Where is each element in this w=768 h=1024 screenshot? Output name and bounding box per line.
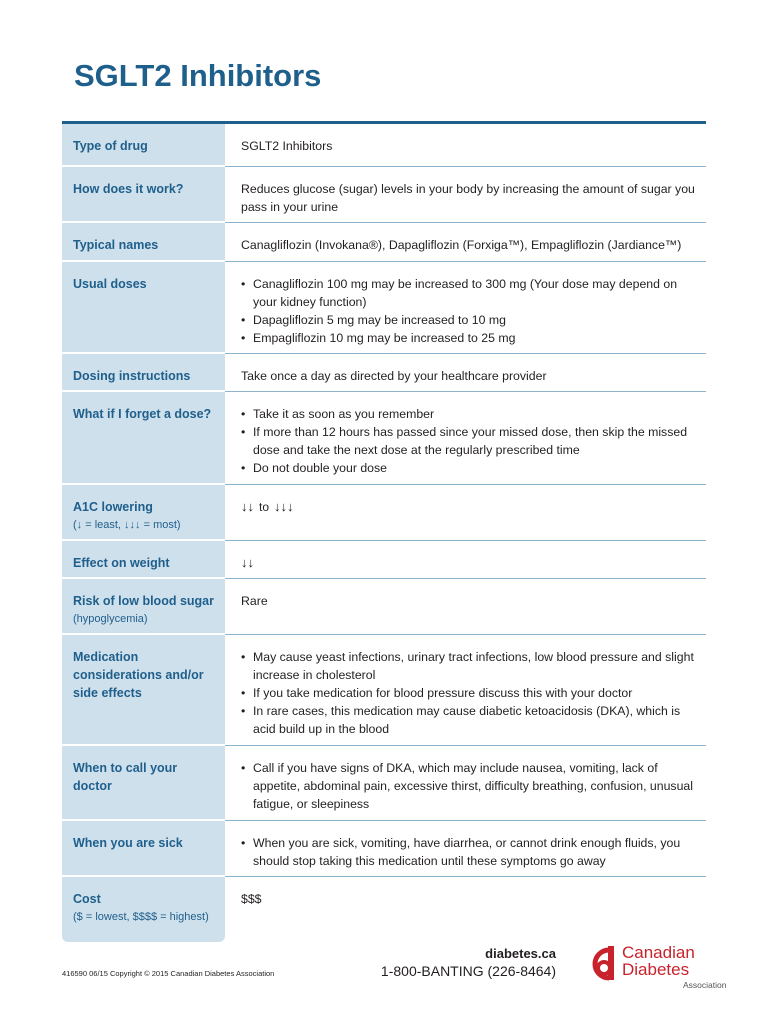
drug-info-table bbox=[62, 124, 706, 934]
list-item: • If you take medication for blood pressure discuss this with your doctor bbox=[241, 684, 696, 702]
footer-website-link[interactable]: diabetes.ca bbox=[485, 946, 556, 961]
label-text: Cost bbox=[73, 892, 101, 906]
arrow-down-icon: ↓↓ bbox=[241, 499, 254, 514]
row-label: Effect on weight bbox=[62, 541, 225, 579]
list-item: • Take it as soon as you remember bbox=[241, 405, 696, 423]
row-value: SGLT2 Inhibitors bbox=[225, 124, 706, 167]
row-label: Typical names bbox=[62, 223, 225, 262]
row-cost bbox=[62, 877, 706, 934]
list-item: • Canagliflozin 100 mg may be increased to 300 mg (Your dose may depend on your kidney function) bbox=[241, 275, 696, 311]
list-item: • Do not double your dose bbox=[241, 459, 696, 477]
row-risk-low-blood-sugar bbox=[62, 579, 706, 635]
logo-text: Canadian bbox=[622, 943, 695, 962]
row-label: When to call your doctor bbox=[62, 746, 225, 821]
list-item: • Call if you have signs of DKA, which may include nausea, vomiting, lack of appetite, abdominal pain, excessive thirst, difficulty breathing, confusion, unusual fatigue, or sleepiness bbox=[241, 759, 696, 813]
row-typical-names bbox=[62, 223, 706, 262]
cda-logo-icon bbox=[587, 946, 619, 982]
row-type-of-drug bbox=[62, 124, 706, 167]
list-item: • If more than 12 hours has passed since your missed dose, then skip the missed dose and take the next dose at the regularly prescribed time bbox=[241, 423, 696, 459]
row-label: When you are sick bbox=[62, 821, 225, 877]
row-how-it-works bbox=[62, 167, 706, 223]
row-side-effects bbox=[62, 635, 706, 746]
list-item: • In rare cases, this medication may cause diabetic ketoacidosis (DKA), which is acid build up in the blood bbox=[241, 702, 696, 738]
row-label bbox=[62, 579, 225, 635]
row-value bbox=[225, 635, 706, 746]
row-label bbox=[62, 877, 225, 934]
row-forget-dose bbox=[62, 392, 706, 485]
table-end-cap bbox=[62, 934, 225, 942]
arrow-down-icon: ↓↓↓ bbox=[274, 499, 294, 514]
cda-logo bbox=[587, 943, 727, 992]
row-value: Reduces glucose (sugar) levels in your body by increasing the amount of sugar you pass in your urine bbox=[225, 167, 706, 223]
row-value: $$$ bbox=[241, 892, 262, 906]
row-label: Type of drug bbox=[62, 124, 225, 167]
row-value: Rare bbox=[225, 579, 706, 635]
label-subtext: (hypoglycemia) bbox=[73, 613, 148, 625]
row-value bbox=[225, 392, 706, 485]
row-when-to-call bbox=[62, 746, 706, 821]
row-effect-on-weight bbox=[62, 541, 706, 579]
row-label: How does it work? bbox=[62, 167, 225, 223]
page-title: SGLT2 Inhibitors bbox=[74, 58, 322, 93]
list-item: • When you are sick, vomiting, have diarrhea, or cannot drink enough fluids, you should stop taking this medication until these symptoms go away bbox=[241, 834, 696, 870]
label-text: Risk of low blood sugar bbox=[73, 594, 214, 608]
list-item: • May cause yeast infections, urinary tract infections, low blood pressure and slight increase in cholesterol bbox=[241, 648, 696, 684]
row-label bbox=[62, 485, 225, 541]
row-label: Usual doses bbox=[62, 262, 225, 354]
row-value: Take once a day as directed by your healthcare provider bbox=[225, 354, 706, 392]
footer-copyright: 416590 06/15 Copyright © 2015 Canadian Diabetes Association bbox=[62, 969, 275, 978]
row-value bbox=[225, 821, 706, 877]
row-value bbox=[225, 746, 706, 821]
list-item: • Empagliflozin 10 mg may be increased to 25 mg bbox=[241, 329, 696, 347]
row-when-sick bbox=[62, 821, 706, 877]
row-value bbox=[225, 262, 706, 354]
row-value: Canagliflozin (Invokana®), Dapagliflozin (Forxiga™), Empagliflozin (Jardiance™) bbox=[225, 223, 706, 262]
footer-phone: 1-800-BANTING (226-8464) bbox=[380, 963, 556, 979]
label-subtext: ($ = lowest, $$$$ = highest) bbox=[73, 911, 209, 923]
row-label: What if I forget a dose? bbox=[62, 392, 225, 485]
to-text: to bbox=[259, 500, 270, 514]
row-dosing-instructions bbox=[62, 354, 706, 392]
row-usual-doses bbox=[62, 262, 706, 354]
row-label: Dosing instructions bbox=[62, 354, 225, 392]
row-a1c-lowering bbox=[62, 485, 706, 541]
label-text: A1C lowering bbox=[73, 500, 153, 514]
arrow-down-icon: ↓↓ bbox=[225, 541, 706, 579]
row-label: Medication considerations and/or side effects bbox=[62, 635, 225, 746]
logo-text: Association bbox=[683, 980, 727, 990]
list-item: • Dapagliflozin 5 mg may be increased to 10 mg bbox=[241, 311, 696, 329]
row-value bbox=[225, 485, 706, 541]
label-subtext: (↓ = least, ↓↓↓ = most) bbox=[73, 519, 181, 531]
logo-text: Diabetes bbox=[622, 960, 690, 979]
